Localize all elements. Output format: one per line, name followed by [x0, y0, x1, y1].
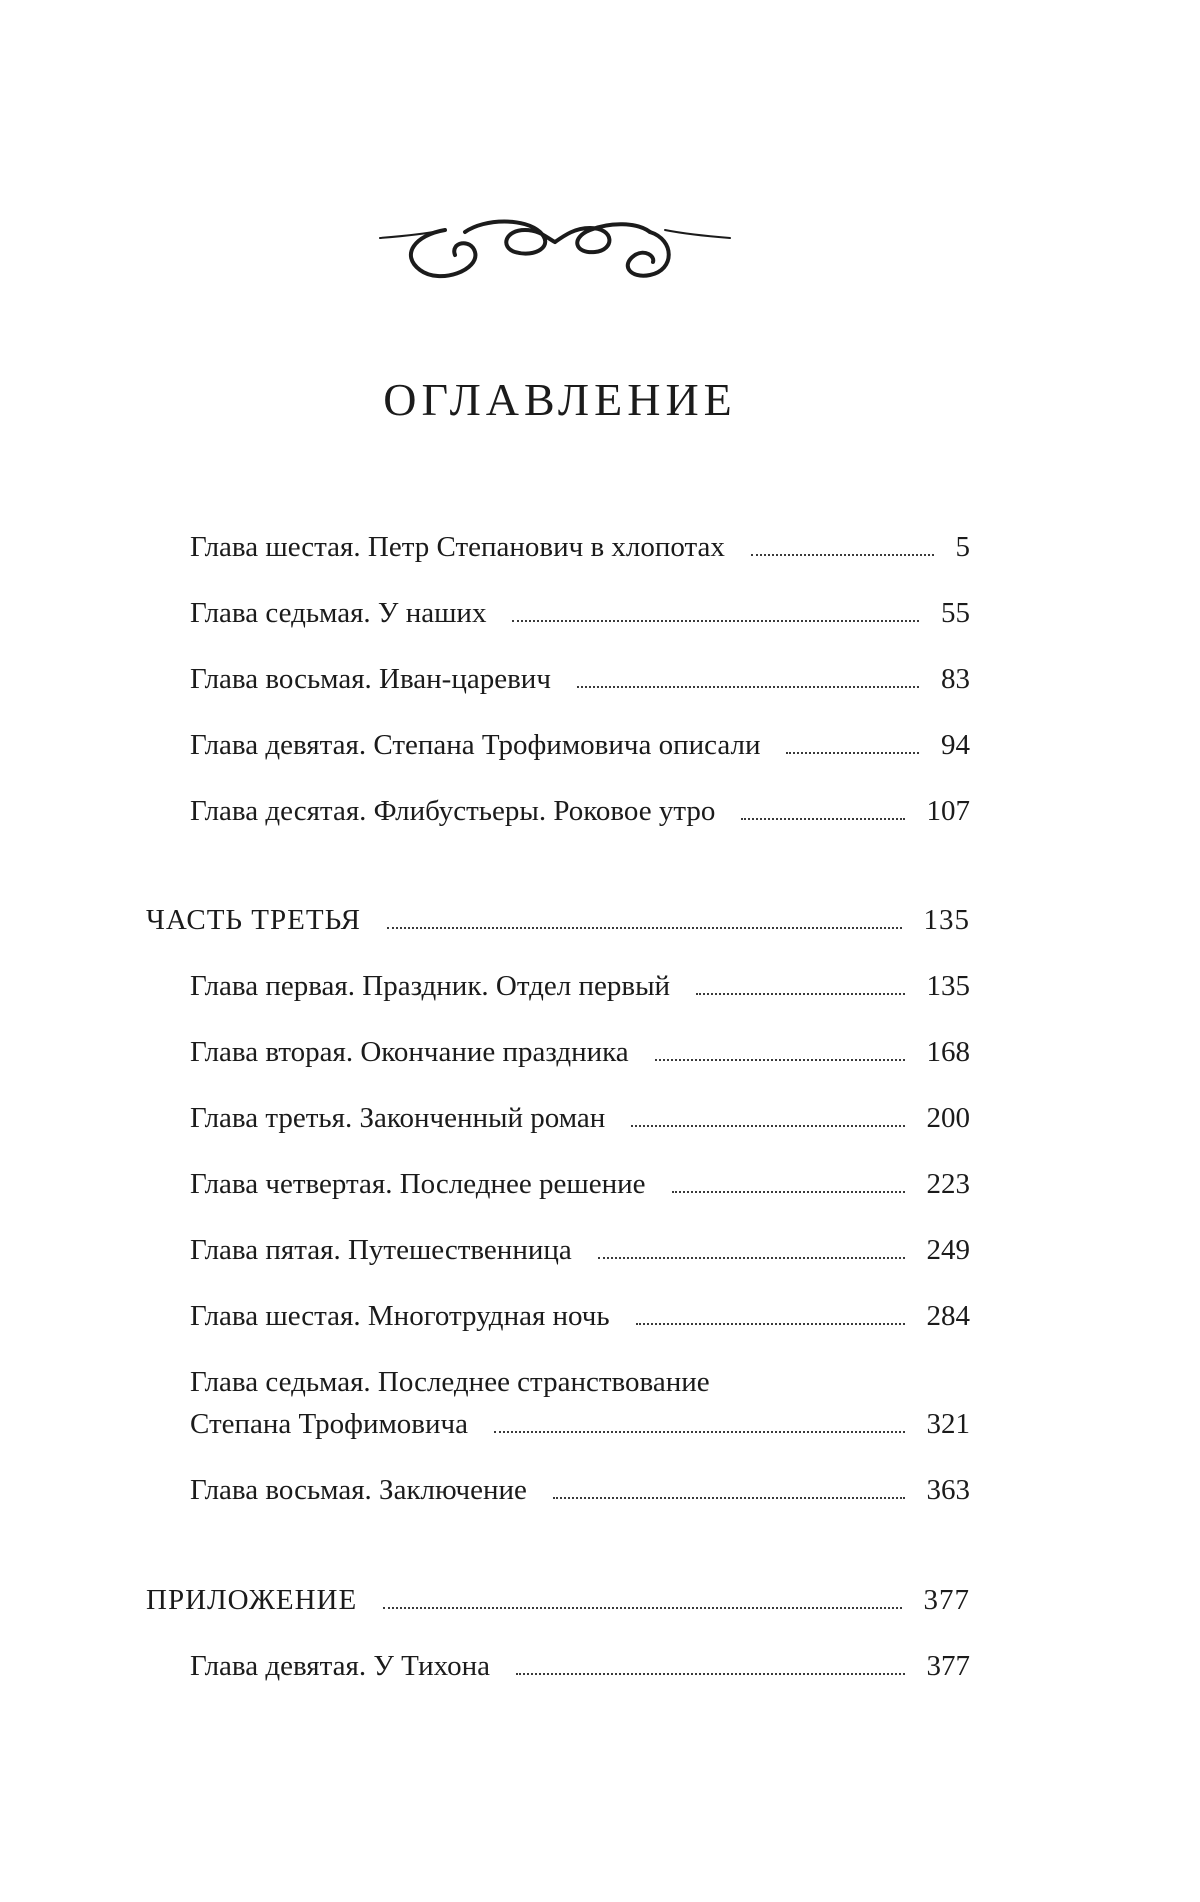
toc-entry-label: Глава вторая. Окончание праздника	[190, 1036, 629, 1068]
dot-leader	[494, 1431, 905, 1433]
toc-entry-label: Глава девятая. Степана Трофимовича описали	[190, 729, 761, 761]
dot-leader	[631, 1125, 904, 1127]
dot-leader	[577, 686, 919, 688]
toc-entry[interactable]	[190, 593, 970, 633]
toc-entry-page: 200	[926, 1102, 970, 1134]
dot-leader	[383, 1607, 901, 1609]
toc-entry-page: 168	[926, 1036, 970, 1068]
toc-entry[interactable]	[190, 1032, 970, 1072]
toc-entry-label: Глава третья. Законченный роман	[190, 1102, 606, 1134]
toc-part-label: ЧАСТЬ ТРЕТЬЯ	[146, 904, 362, 936]
toc-entry-page: 83	[941, 663, 970, 695]
toc-entry-label: Глава седьмая. У наших	[190, 597, 487, 629]
toc-entry-label: Глава первая. Праздник. Отдел первый	[190, 970, 671, 1002]
toc-entry[interactable]	[190, 1296, 970, 1336]
page-title: ОГЛАВЛЕНИЕ	[383, 374, 737, 425]
toc-part-entry[interactable]	[146, 900, 970, 940]
dot-leader	[672, 1191, 905, 1193]
toc-entry-label: Глава восьмая. Иван-царевич	[190, 663, 551, 695]
toc-entry[interactable]	[190, 791, 970, 831]
dot-leader	[655, 1059, 905, 1061]
toc-entry[interactable]	[190, 1646, 970, 1686]
toc-entry[interactable]	[190, 966, 970, 1006]
toc-part-entry[interactable]	[146, 1580, 970, 1620]
toc-entry-page: 5	[955, 531, 970, 563]
dot-leader	[387, 927, 901, 929]
dot-leader	[751, 554, 934, 556]
dot-leader	[696, 993, 904, 995]
dot-leader	[598, 1257, 905, 1259]
toc-entry[interactable]	[190, 527, 970, 567]
toc-entry-page: 377	[923, 1584, 970, 1616]
toc-entry[interactable]	[190, 1098, 970, 1138]
toc-entry-label: Глава пятая. Путешественница	[190, 1234, 572, 1266]
toc-entry-page: 107	[926, 795, 970, 827]
toc-entry-page: 223	[926, 1168, 970, 1200]
toc-entry-page: 363	[926, 1474, 970, 1506]
toc-entry-page: 377	[926, 1650, 970, 1682]
toc-entry[interactable]	[190, 1470, 970, 1510]
dot-leader	[636, 1323, 905, 1325]
toc-entry[interactable]	[190, 1230, 970, 1270]
toc-entry-page: 249	[926, 1234, 970, 1266]
toc-entry[interactable]	[190, 1164, 970, 1204]
toc-entry-label: Глава шестая. Петр Степанович в хлопотах	[190, 531, 725, 563]
toc-entry-label: Глава десятая. Флибустьеры. Роковое утро	[190, 795, 716, 827]
toc-entry-page: 94	[941, 729, 970, 761]
dot-leader	[786, 752, 919, 754]
toc-part-label: ПРИЛОЖЕНИЕ	[146, 1584, 358, 1616]
dot-leader	[741, 818, 904, 820]
toc-entry-label: Степана Трофимовича	[190, 1408, 468, 1440]
toc-entry-page: 135	[923, 904, 970, 936]
toc-entry-label: Глава шестая. Многотрудная ночь	[190, 1300, 610, 1332]
toc-entry-label-line1[interactable]: Глава седьмая. Последнее странствование	[190, 1366, 710, 1398]
toc-entry[interactable]	[190, 725, 970, 765]
toc-entry-label: Глава девятая. У Тихона	[190, 1650, 490, 1682]
dot-leader	[512, 620, 919, 622]
dot-leader	[553, 1497, 905, 1499]
dot-leader	[516, 1673, 905, 1675]
toc-entry-label: Глава четвертая. Последнее решение	[190, 1168, 646, 1200]
toc-entry-label: Глава восьмая. Заключение	[190, 1474, 527, 1506]
toc-entry-page: 284	[926, 1300, 970, 1332]
toc-entry-page: 135	[926, 970, 970, 1002]
toc-entry[interactable]	[190, 1404, 970, 1444]
toc-entry[interactable]	[190, 659, 970, 699]
toc-entry-page: 321	[926, 1408, 970, 1440]
toc-entry-page: 55	[941, 597, 970, 629]
